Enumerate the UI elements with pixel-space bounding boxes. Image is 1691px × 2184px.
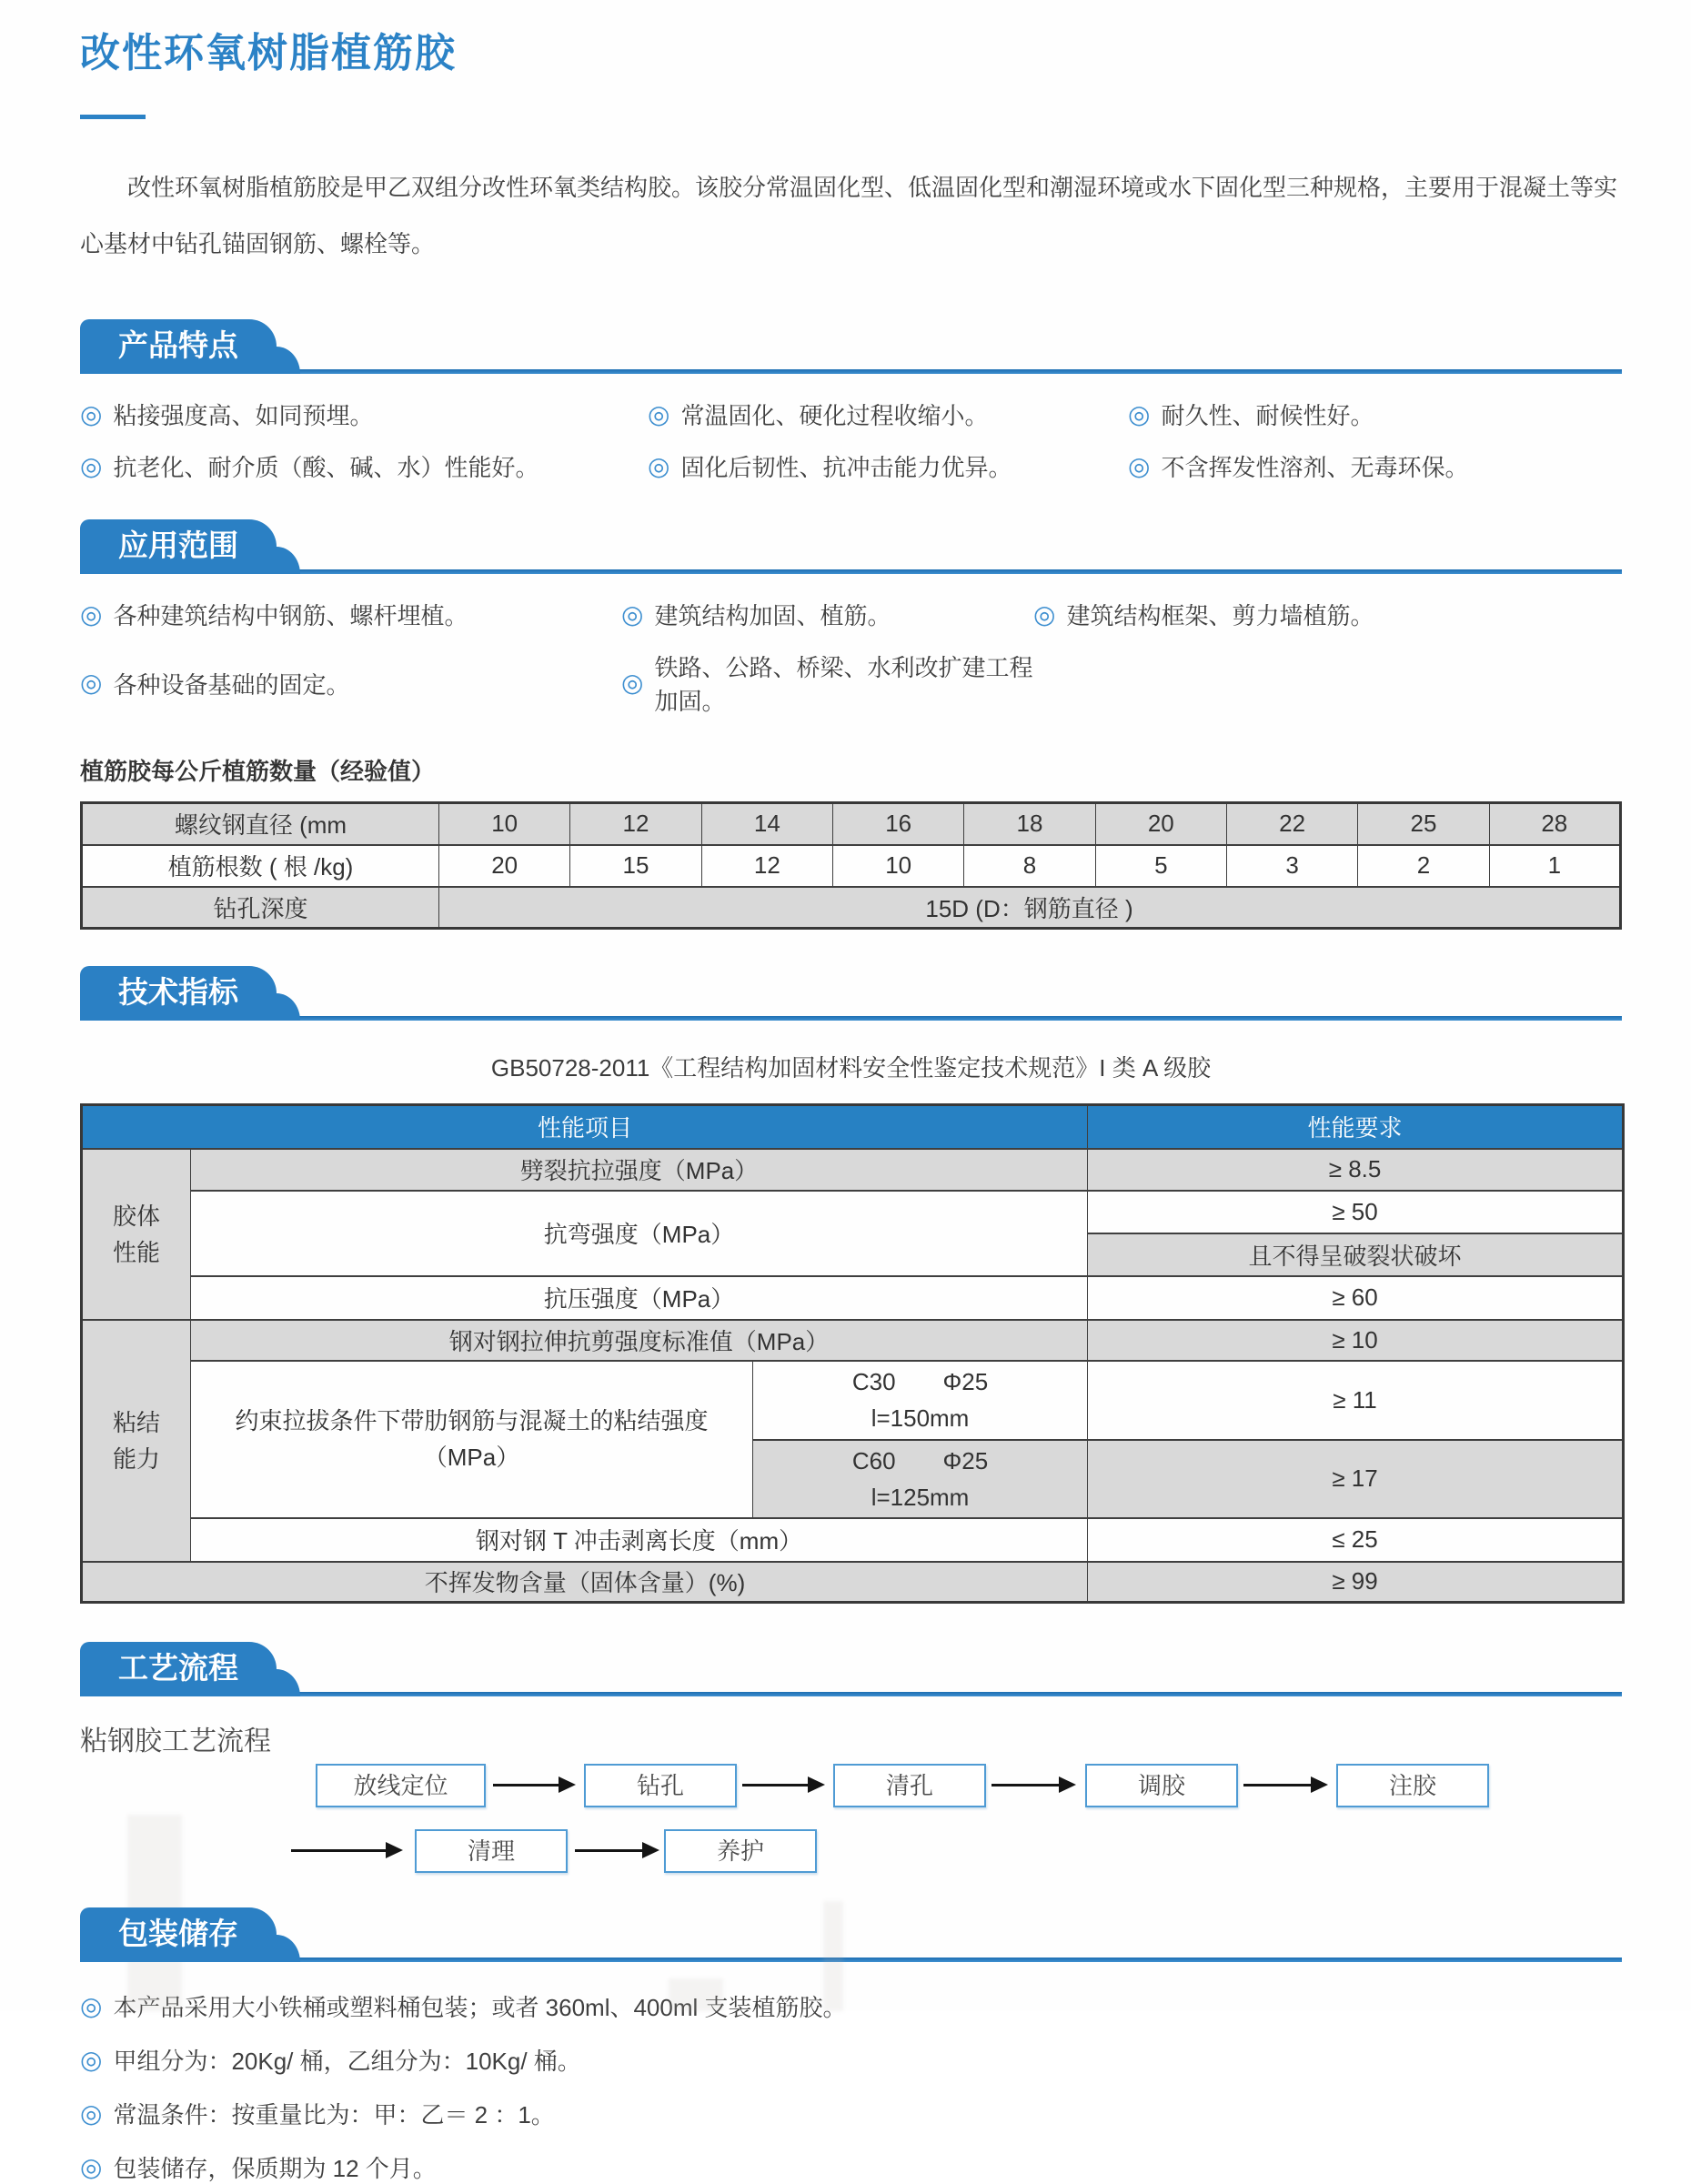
section-rule <box>80 1016 1622 1021</box>
storage-text: 本产品采用大小铁桶或塑料桶包装；或者 360ml、400ml 支装植筋胶。 <box>113 1994 847 2021</box>
col-header-req: 性能要求 <box>1088 1105 1624 1149</box>
spec-table <box>80 1103 1625 1604</box>
bullet-icon: ◎ <box>648 399 670 428</box>
count-value: 2 <box>1358 845 1489 887</box>
storage-text: 包装储存，保质期为 12 个月。 <box>113 2155 437 2182</box>
item-flexural: 抗弯强度（MPa） <box>191 1191 1088 1276</box>
row-header-depth: 钻孔深度 <box>82 887 439 929</box>
section-title: 应用范围 <box>118 528 238 562</box>
intro-paragraph: 改性环氧树脂植筋胶是甲乙双组分改性环氧类结构胶。该胶分常温固化型、低温固化型和潮湿环境或水下固化型三种规格，主要用于混凝土等实心基材中钻孔锚固钢筋、螺栓等。 <box>80 174 1618 257</box>
diameter-value: 22 <box>1226 803 1357 845</box>
count-value: 15 <box>570 845 701 887</box>
req-nonvolatile: ≥ 99 <box>1088 1562 1624 1603</box>
flow-step-curing: 养护 <box>664 1829 817 1873</box>
flow-arrow-icon <box>575 1849 642 1852</box>
section-title: 产品特点 <box>118 328 238 362</box>
section-header-features <box>80 319 1622 374</box>
application-text: 各种设备基础的固定。 <box>113 670 350 699</box>
section-header-applications <box>80 519 1622 574</box>
table-row <box>82 1320 1624 1361</box>
item-split-tensile: 劈裂抗拉强度（MPa） <box>191 1149 1088 1191</box>
flow-arrow-icon <box>1243 1784 1311 1786</box>
feature-text: 抗老化、耐介质（酸、碱、水）性能好。 <box>113 454 539 481</box>
section-title: 工艺流程 <box>118 1651 238 1685</box>
flow-arrow-icon <box>991 1784 1059 1786</box>
table-row <box>82 1276 1624 1320</box>
storage-text: 甲组分为：20Kg/ 桶，乙组分为：10Kg/ 桶。 <box>113 2048 581 2075</box>
diameter-value: 20 <box>1095 803 1226 845</box>
bullet-icon: ◎ <box>80 399 103 428</box>
flow-arrow-icon <box>742 1784 808 1786</box>
flow-arrow-icon <box>493 1784 559 1786</box>
item-nonvolatile: 不挥发物含量（固体含量）(%) <box>82 1562 1088 1603</box>
list-item <box>1033 598 1622 631</box>
count-value: 20 <box>439 845 570 887</box>
list-item <box>80 449 648 483</box>
process-flowchart <box>80 1764 1622 1880</box>
group-body-performance: 胶体 性能 <box>82 1149 191 1320</box>
storage-text: 常温条件：按重量比为：甲：乙＝ 2 ：1。 <box>113 2101 555 2129</box>
bullet-icon: ◎ <box>80 2152 103 2181</box>
applications-list <box>80 598 1622 717</box>
section-tab-storage <box>80 1907 277 1962</box>
bullet-icon: ◎ <box>621 599 644 629</box>
req-flexural-note: 且不得呈破裂状破坏 <box>1088 1233 1624 1276</box>
feature-text: 粘接强度高、如同预埋。 <box>113 402 374 429</box>
item-bond-strength: 约束拉拔条件下带肋钢筋与混凝土的粘结强度 （MPa） <box>191 1361 753 1518</box>
req-peel: ≤ 25 <box>1088 1518 1624 1562</box>
bullet-icon: ◎ <box>80 451 103 480</box>
section-tab-process <box>80 1642 277 1696</box>
list-item <box>1128 449 1622 483</box>
page-title: 改性环氧树脂植筋胶 <box>80 31 457 75</box>
section-tab-features <box>80 319 277 374</box>
title-underline <box>80 115 146 119</box>
bullet-icon: ◎ <box>648 451 670 480</box>
feature-text: 不含挥发性溶剂、无毒环保。 <box>1161 454 1469 481</box>
application-text: 建筑结构框架、剪力墙植筋。 <box>1066 602 1374 629</box>
table-row <box>82 1562 1624 1603</box>
bullet-icon: ◎ <box>1128 399 1151 428</box>
flow-step-mix-glue: 调胶 <box>1085 1764 1238 1807</box>
rebar-table-label: 植筋胶每公斤植筋数量（经验值） <box>80 758 436 785</box>
application-text: 各种建筑结构中钢筋、螺杆埋植。 <box>113 602 468 629</box>
row-header-diameter: 螺纹钢直径 (mm <box>82 803 439 845</box>
count-value: 3 <box>1226 845 1357 887</box>
list-item <box>80 649 621 717</box>
table-row <box>82 1149 1624 1191</box>
bullet-icon: ◎ <box>80 669 103 697</box>
bullet-icon: ◎ <box>80 2045 103 2074</box>
row-header-count: 植筋根数 ( 根 /kg) <box>82 845 439 887</box>
list-item <box>80 1989 1622 2023</box>
diameter-value: 18 <box>964 803 1095 845</box>
list-item <box>80 398 648 431</box>
table-row <box>82 1191 1624 1233</box>
flow-step-cleanup: 清理 <box>415 1829 568 1873</box>
application-text: 铁路、公路、桥梁、水利改扩建工程加固。 <box>654 654 1033 715</box>
list-item <box>648 398 1128 431</box>
diameter-value: 14 <box>701 803 832 845</box>
count-value: 8 <box>964 845 1095 887</box>
table-row <box>82 1518 1624 1562</box>
diameter-value: 10 <box>439 803 570 845</box>
req-compressive: ≥ 60 <box>1088 1276 1624 1320</box>
diameter-value: 25 <box>1358 803 1489 845</box>
list-item <box>80 598 621 631</box>
table-row <box>82 887 1621 929</box>
group-bond-capability: 粘结 能力 <box>82 1320 191 1562</box>
depth-value: 15D (D：钢筋直径 ) <box>439 887 1621 929</box>
section-rule <box>80 369 1622 374</box>
section-rule <box>80 1692 1622 1696</box>
section-tab-specs <box>80 966 277 1021</box>
list-item <box>80 2150 1622 2184</box>
bullet-icon: ◎ <box>80 599 103 629</box>
list-item <box>621 598 1033 631</box>
application-text: 建筑结构加固、植筋。 <box>654 602 891 629</box>
bullet-icon: ◎ <box>621 669 644 697</box>
req-c30: ≥ 11 <box>1088 1361 1624 1440</box>
table-row <box>82 803 1621 845</box>
section-header-storage <box>80 1907 1622 1962</box>
section-header-process <box>80 1642 1622 1696</box>
rebar-quantity-table <box>80 801 1622 930</box>
flow-step-drill: 钻孔 <box>584 1764 737 1807</box>
item-peel: 钢对钢 T 冲击剥离长度（mm） <box>191 1518 1088 1562</box>
flow-step-layout: 放线定位 <box>316 1764 486 1807</box>
section-title: 包装储存 <box>118 1917 238 1950</box>
bullet-icon: ◎ <box>1033 599 1056 629</box>
list-item <box>80 2043 1622 2077</box>
req-flexural: ≥ 50 <box>1088 1191 1624 1233</box>
spec-standard-caption: GB50728-2011《工程结构加固材料安全性鉴定技术规范》I 类 A 级胶 <box>490 1054 1212 1082</box>
count-value: 12 <box>701 845 832 887</box>
item-steel-shear: 钢对钢拉伸抗剪强度标准值（MPa） <box>191 1320 1088 1361</box>
feature-text: 常温固化、硬化过程收缩小。 <box>680 402 989 429</box>
diameter-value: 12 <box>570 803 701 845</box>
count-value: 1 <box>1489 845 1620 887</box>
table-row <box>82 845 1621 887</box>
count-value: 10 <box>832 845 963 887</box>
condition-c30: C30 Φ25 l=150mm <box>753 1361 1088 1440</box>
section-tab-applications <box>80 519 277 574</box>
req-steel-shear: ≥ 10 <box>1088 1320 1624 1361</box>
process-flow-label: 粘钢胶工艺流程 <box>80 1726 271 1756</box>
section-rule <box>80 569 1622 574</box>
storage-list <box>80 1989 1622 2184</box>
col-header-item: 性能项目 <box>82 1105 1088 1149</box>
features-list <box>80 398 1622 483</box>
bullet-icon: ◎ <box>80 1991 103 2020</box>
list-item <box>80 2097 1622 2130</box>
condition-c60: C60 Φ25 l=125mm <box>753 1440 1088 1518</box>
section-rule <box>80 1958 1622 1962</box>
feature-text: 耐久性、耐候性好。 <box>1161 402 1374 429</box>
diameter-value: 28 <box>1489 803 1620 845</box>
list-item <box>648 449 1128 483</box>
bullet-icon: ◎ <box>1128 451 1151 480</box>
spec-table-header-row <box>82 1105 1624 1149</box>
list-item <box>1128 398 1622 431</box>
flow-arrow-icon <box>291 1849 386 1852</box>
diameter-value: 16 <box>832 803 963 845</box>
section-header-specs <box>80 966 1622 1021</box>
item-compressive: 抗压强度（MPa） <box>191 1276 1088 1320</box>
count-value: 5 <box>1095 845 1226 887</box>
flow-step-inject-glue: 注胶 <box>1336 1764 1489 1807</box>
flow-step-clean-hole: 清孔 <box>833 1764 986 1807</box>
feature-text: 固化后韧性、抗冲击能力优异。 <box>680 454 1012 481</box>
table-row <box>82 1361 1624 1440</box>
req-c60: ≥ 17 <box>1088 1440 1624 1518</box>
section-title: 技术指标 <box>118 975 238 1009</box>
req-split-tensile: ≥ 8.5 <box>1088 1149 1624 1191</box>
list-item <box>621 649 1033 717</box>
bullet-icon: ◎ <box>80 2098 103 2128</box>
